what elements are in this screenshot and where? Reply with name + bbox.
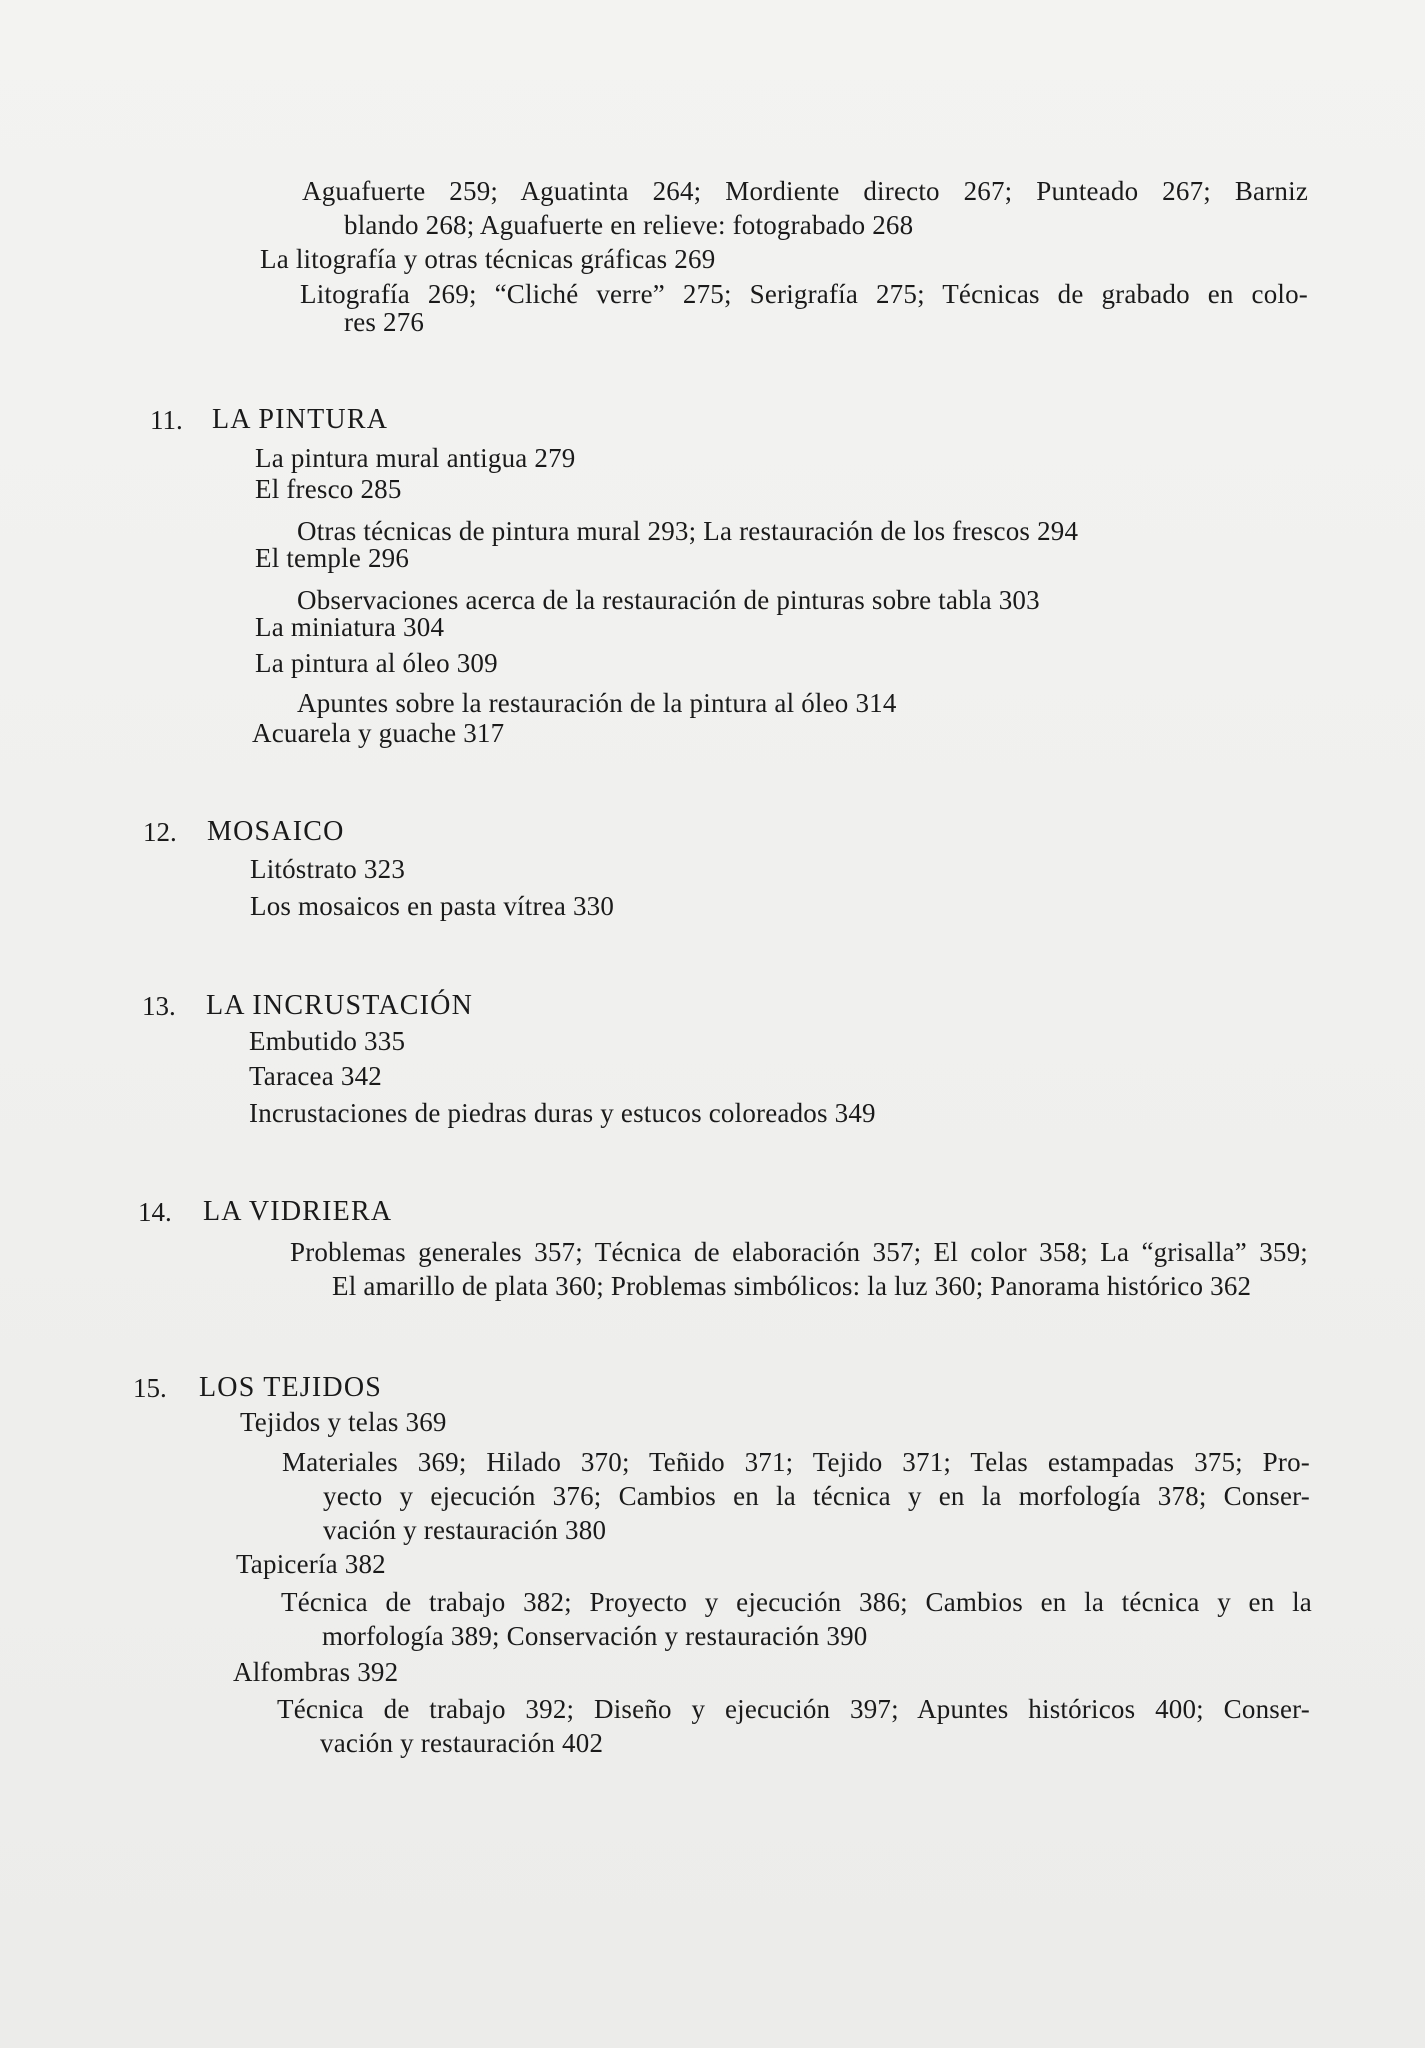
toc-entry: Taracea 342 bbox=[249, 1061, 382, 1091]
toc-entry: Litóstrato 323 bbox=[250, 854, 406, 884]
toc-subentry-line: Problemas generales 357; Técnica de elaboración 357; El color 358; La “grisalla” 359; bbox=[290, 1237, 1308, 1267]
chapter-number: 12. bbox=[143, 817, 177, 847]
toc-subentry-line: res 276 bbox=[344, 307, 425, 337]
toc-subentry-line: El amarillo de plata 360; Problemas simbólicos: la luz 360; Panorama histórico 362 bbox=[332, 1271, 1252, 1301]
chapter-title: LA PINTURA bbox=[212, 404, 389, 435]
toc-subentry-line: vación y restauración 402 bbox=[320, 1728, 604, 1758]
toc-entry: Alfombras 392 bbox=[233, 1657, 399, 1687]
toc-entry: Los mosaicos en pasta vítrea 330 bbox=[250, 891, 615, 921]
toc-entry: El temple 296 bbox=[255, 543, 410, 573]
toc-subentry-line: Aguafuerte 259; Aguatinta 264; Mordiente directo 267; Punteado 267; Barniz bbox=[302, 176, 1308, 206]
toc-subentry-line: Técnica de trabajo 382; Proyecto y ejecución 386; Cambios en la técnica y en la bbox=[281, 1587, 1312, 1617]
toc-entry: Tapicería 382 bbox=[236, 1549, 386, 1579]
chapter-title: LA VIDRIERA bbox=[203, 1196, 393, 1227]
toc-subentry-line: Observaciones acerca de la restauración de pinturas sobre tabla 303 bbox=[297, 585, 1040, 615]
chapter-number: 13. bbox=[142, 991, 176, 1021]
toc-subentry-line: Litografía 269; “Cliché verre” 275; Serigrafía 275; Técnicas de grabado en colo- bbox=[300, 279, 1308, 309]
toc-entry: La pintura al óleo 309 bbox=[255, 648, 498, 678]
toc-entry: La litografía y otras técnicas gráficas 269 bbox=[260, 244, 716, 274]
toc-subentry-line: Materiales 369; Hilado 370; Teñido 371; Tejido 371; Telas estampadas 375; Pro- bbox=[282, 1447, 1310, 1477]
chapter-title: LA INCRUSTACIÓN bbox=[206, 990, 473, 1021]
toc-subentry-line: Técnica de trabajo 392; Diseño y ejecución 397; Apuntes históricos 400; Conser- bbox=[277, 1694, 1310, 1724]
toc-subentry-line: blando 268; Aguafuerte en relieve: fotograbado 268 bbox=[344, 210, 914, 240]
toc-subentry-line: Otras técnicas de pintura mural 293; La restauración de los frescos 294 bbox=[297, 516, 1079, 546]
chapter-title: LOS TEJIDOS bbox=[199, 1372, 383, 1403]
toc-entry: Tejidos y telas 369 bbox=[240, 1407, 447, 1437]
toc-subentry-line: vación y restauración 380 bbox=[323, 1515, 607, 1545]
toc-subentry-line: yecto y ejecución 376; Cambios en la técnica y en la morfología 378; Conser- bbox=[323, 1481, 1310, 1511]
toc-entry: Acuarela y guache 317 bbox=[252, 718, 505, 748]
toc-entry: La pintura mural antigua 279 bbox=[255, 443, 576, 473]
toc-entry: El fresco 285 bbox=[255, 474, 402, 504]
chapter-number: 15. bbox=[133, 1373, 167, 1403]
toc-subentry-line: Apuntes sobre la restauración de la pintura al óleo 314 bbox=[297, 688, 897, 718]
toc-subentry-line: morfología 389; Conservación y restauración 390 bbox=[322, 1621, 868, 1651]
chapter-title: MOSAICO bbox=[207, 816, 345, 847]
chapter-number: 11. bbox=[150, 405, 183, 435]
chapter-number: 14. bbox=[138, 1197, 172, 1227]
toc-entry: La miniatura 304 bbox=[255, 612, 445, 642]
toc-entry: Incrustaciones de piedras duras y estucos coloreados 349 bbox=[249, 1098, 876, 1128]
toc-entry: Embutido 335 bbox=[249, 1026, 406, 1056]
